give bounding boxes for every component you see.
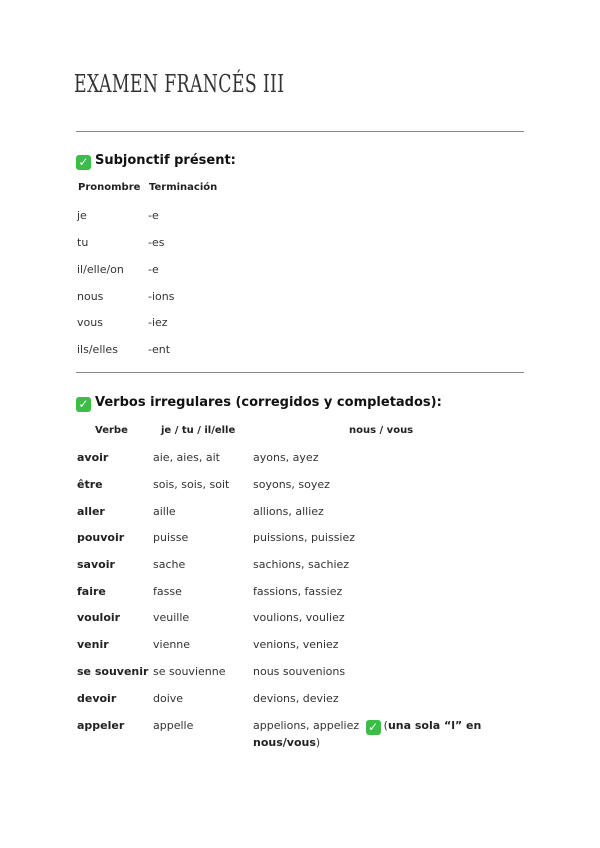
- table-cell: -e: [148, 263, 159, 276]
- table-cell: aille: [153, 505, 176, 518]
- table-cell: sache: [153, 558, 186, 571]
- column-header: je / tu / il/elle: [161, 425, 236, 436]
- table-cell: voulions, vouliez: [253, 611, 345, 624]
- table-cell: il/elle/on: [77, 263, 124, 276]
- table-cell: appelle: [153, 719, 194, 732]
- table-cell: appeler: [77, 719, 125, 732]
- table-cell: vous: [77, 316, 103, 329]
- table-cell: se souvenir: [77, 665, 149, 678]
- table-cell: puissions, puissiez: [253, 531, 356, 544]
- table-cell: devions, deviez: [253, 692, 339, 705]
- table-cell: sachions, sachiez: [253, 558, 350, 571]
- table-cell: faire: [77, 585, 106, 598]
- table-cell: -e: [148, 209, 159, 222]
- column-header: Verbe: [95, 425, 128, 436]
- table-cell: devoir: [77, 692, 117, 705]
- table-cell: savoir: [77, 558, 115, 571]
- table-cell: avoir: [77, 451, 109, 464]
- table-cell: -ions: [148, 290, 175, 303]
- table-cell: nous souvenions: [253, 665, 346, 678]
- page-title: EXAMEN FRANCÉS III: [74, 70, 285, 98]
- table-cell: se souvienne: [153, 665, 226, 678]
- table-cell: je: [77, 209, 87, 222]
- table-cell: nous: [77, 290, 104, 303]
- column-header: Pronombre: [78, 182, 141, 193]
- table-cell: fassions, fassiez: [253, 585, 343, 598]
- check-mark-icon: ✓: [76, 155, 91, 170]
- table-cell: aie, aies, ait: [153, 451, 220, 464]
- note-continuation: nous/vous): [253, 736, 321, 749]
- table-cell: être: [77, 478, 103, 491]
- table-cell: allions, alliez: [253, 505, 324, 518]
- table-cell: vienne: [153, 638, 191, 651]
- table-cell: vouloir: [77, 611, 121, 624]
- table-cell: tu: [77, 236, 89, 249]
- table-cell: ils/elles: [77, 343, 118, 356]
- table-cell-with-note: appelions, appeliez ✓ (una sola “l” en: [253, 719, 482, 734]
- table-cell: puisse: [153, 531, 189, 544]
- column-header: nous / vous: [349, 425, 414, 436]
- section-heading-verbos: ✓ Verbos irregulares (corregidos y completados):: [76, 395, 442, 412]
- table-cell: venions, veniez: [253, 638, 339, 651]
- table-cell: -es: [148, 236, 165, 249]
- column-header: Terminación: [149, 182, 218, 193]
- table-cell: -ent: [148, 343, 171, 356]
- divider: [76, 131, 524, 132]
- table-cell: pouvoir: [77, 531, 125, 544]
- section-heading-subjonctif: ✓ Subjonctif présent:: [76, 153, 236, 170]
- note-text: una sola “l” en: [387, 719, 482, 732]
- check-mark-icon: ✓: [366, 720, 381, 735]
- table-cell: sois, sois, soit: [153, 478, 230, 491]
- table-cell: soyons, soyez: [253, 478, 330, 491]
- table-cell: venir: [77, 638, 109, 651]
- table-cell: aller: [77, 505, 105, 518]
- table-cell: veuille: [153, 611, 190, 624]
- table-cell: fasse: [153, 585, 182, 598]
- check-mark-icon: ✓: [76, 397, 91, 412]
- note-text: nous/vous: [253, 736, 316, 749]
- table-cell: -iez: [148, 316, 168, 329]
- divider: [76, 372, 524, 373]
- table-cell: ayons, ayez: [253, 451, 319, 464]
- table-cell: doive: [153, 692, 184, 705]
